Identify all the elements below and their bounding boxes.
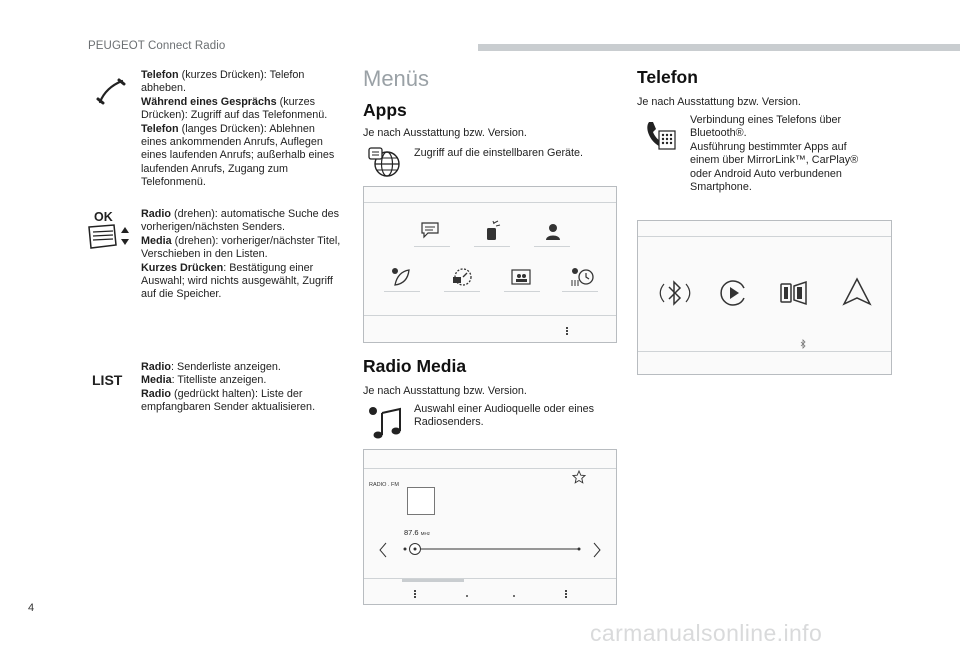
ok-label: OK (94, 210, 113, 224)
ok-line-3: Kurzes Drücken: Bestätigung einer Auswahl; wird nichts ausgewählt, Zugriff auf die Speicher. (141, 261, 333, 301)
phone-control-text (141, 69, 341, 190)
apps-subtitle: Je nach Ausstattung bzw. Version. (363, 127, 527, 139)
list-button-label: LIST (92, 372, 123, 388)
radio-band-label: RADIO . FM (369, 482, 399, 488)
apps-speedometer-icon (450, 265, 474, 289)
telefon-desc-line: Verbindung eines Telefons über (690, 114, 842, 126)
apps-desc: Zugriff auf die einstellbaren Geräte. (414, 147, 584, 159)
apps-device-icon (482, 220, 502, 242)
telefon-desc (690, 114, 885, 194)
phone-line-2: Während eines Gesprächs (kurzes Drücken): Zugriff auf das Telefonmenü. (141, 95, 328, 122)
phone-line-1: Telefon (kurzes Drücken): Telefon abheben. (141, 69, 305, 95)
ok-control-text (141, 208, 341, 302)
apps-user-icon (543, 220, 563, 242)
phone-line-3: Telefon (langes Drücken): Ablehnen eines ankommenden Anrufs, Auflegen eines laufenden Anrufs; außerhalb eines laufenden Anrufs, Zugang zum Telefonmenü. (141, 122, 335, 189)
menus-title: Menüs (363, 66, 430, 91)
frequency-readout: 87.6 MHz (404, 528, 430, 537)
phone-handset-icon (94, 78, 128, 106)
globe-apps-icon (368, 146, 402, 178)
apps-eco-leaf-icon (389, 265, 413, 289)
watermark: carmanualsonline.info (590, 620, 823, 646)
list-wheel-icon (88, 224, 134, 250)
list-line-2: Media: Titelliste anzeigen. (141, 374, 267, 387)
radio-media-title: Radio Media (363, 356, 467, 376)
apps-contacts-card-icon (510, 267, 532, 287)
bluetooth-icon[interactable] (658, 276, 692, 310)
apps-message-icon (419, 220, 441, 240)
next-chevron-icon[interactable] (591, 542, 603, 558)
apps-climate-timer-icon (569, 265, 595, 289)
list-line-1: Radio: Senderliste anzeigen. (141, 361, 281, 373)
station-artwork (407, 487, 435, 515)
page-number: 4 (28, 602, 35, 614)
ok-line-1: Radio (drehen): automatische Suche des vorherigen/nächsten Senders. (141, 208, 340, 234)
header-bar (478, 44, 960, 51)
apps-title: Apps (363, 100, 407, 120)
apps-screen (363, 186, 617, 343)
telefon-desc-line: Ausführung bestimmter Apps auf (690, 140, 847, 153)
ok-line-2: Media (drehen): vorheriger/nächster Titel, Verschieben in den Listen. (141, 234, 341, 261)
telefon-screen (637, 220, 892, 375)
phone-keypad-icon (642, 117, 678, 153)
telefon-title: Telefon (637, 67, 698, 87)
telefon-desc-line: Bluetooth®. (690, 127, 747, 140)
bluetooth-status-icon (799, 339, 807, 349)
frequency-slider[interactable] (401, 538, 585, 560)
telefon-desc-line: einem über MirrorLink™, CarPlay® (690, 154, 859, 167)
radio-screen (363, 449, 617, 605)
radio-media-desc: Auswahl einer Audioquelle oder eines Radiosenders. (414, 403, 595, 429)
carplay-play-icon[interactable] (718, 278, 748, 308)
telefon-desc-line: Smartphone. (690, 181, 752, 194)
header-title: PEUGEOT Connect Radio (88, 40, 226, 52)
favorite-star-icon[interactable] (572, 470, 586, 484)
android-auto-icon[interactable] (840, 276, 874, 308)
radio-media-subtitle: Je nach Ausstattung bzw. Version. (363, 385, 527, 397)
list-control-text (141, 361, 341, 415)
ok-wheel-icon (88, 210, 134, 250)
list-line-3: Radio (gedrückt halten): Liste der empfangbaren Sender aktualisieren. (141, 387, 316, 414)
previous-chevron-icon[interactable] (377, 542, 389, 558)
music-note-icon (368, 405, 404, 441)
telefon-desc-line: oder Android Auto verbundenen (690, 167, 842, 180)
radio-tab-indicator (402, 579, 464, 582)
mirrorlink-icon[interactable] (778, 278, 810, 308)
telefon-subtitle: Je nach Ausstattung bzw. Version. (637, 96, 801, 108)
